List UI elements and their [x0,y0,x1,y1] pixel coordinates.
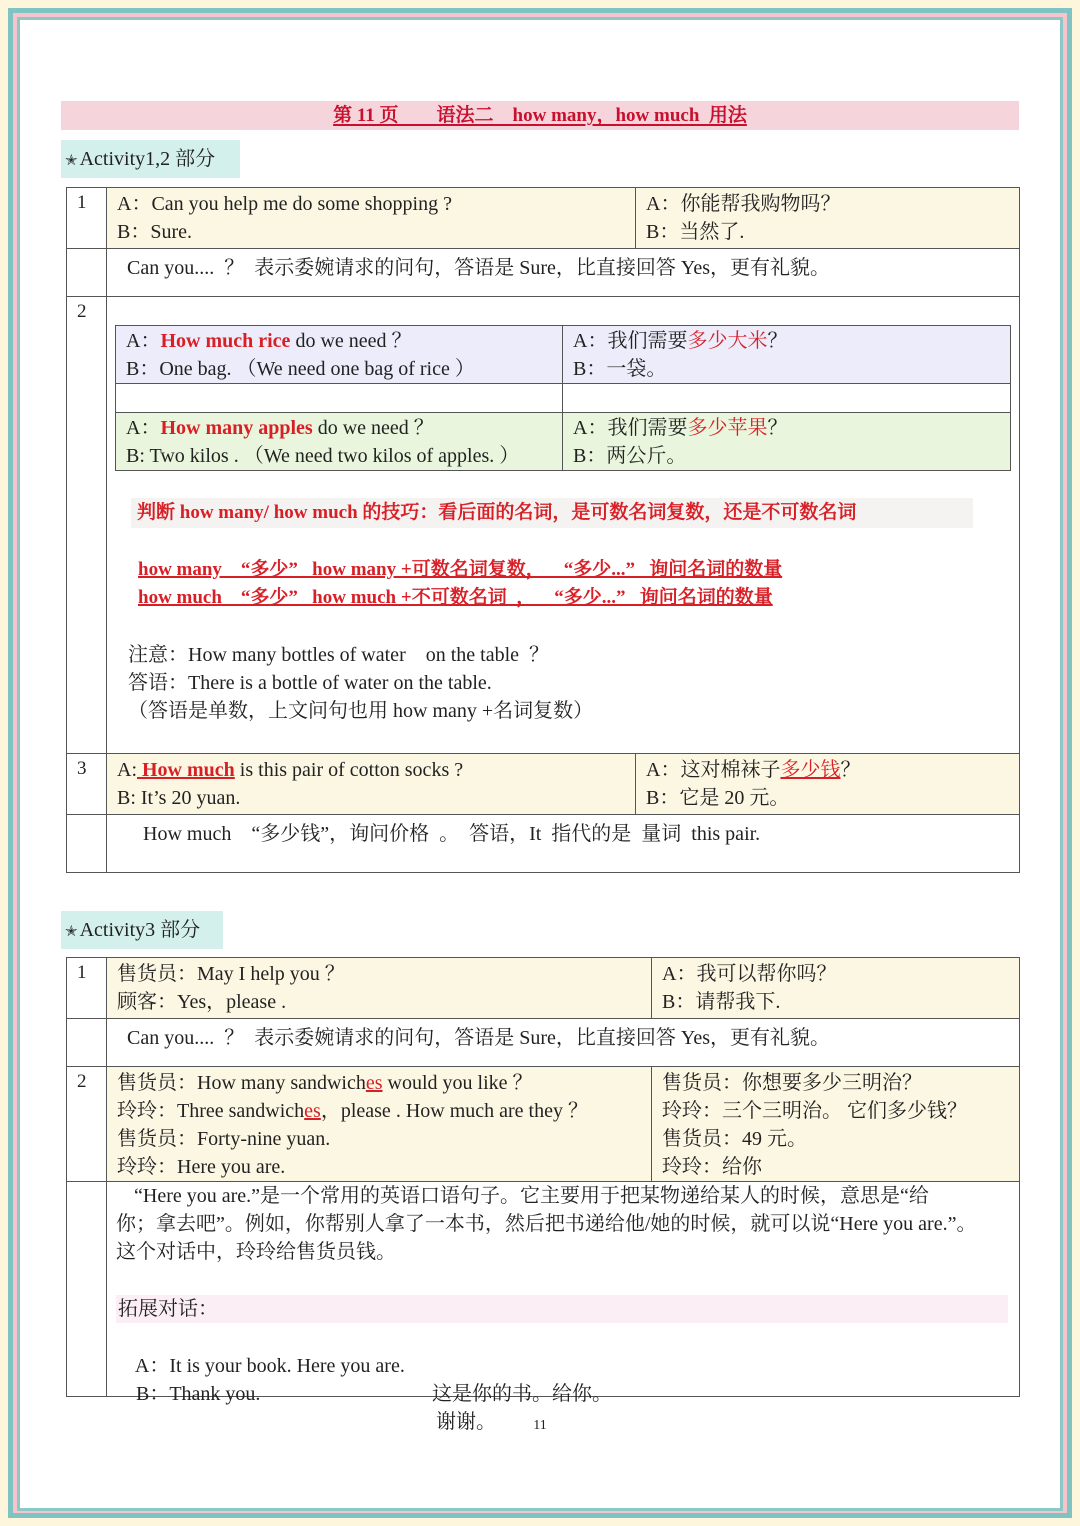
row-number: 2 [67,1067,107,1182]
extension-chinese: 这是你的书。给你。 [432,1383,612,1405]
dialogue-text: 售货员：How many sandwich [117,1072,366,1094]
dialogue-line [116,414,562,442]
dialogue-text: do we need ？ [290,330,412,352]
dialogue-line: B：它是 20 元。 [646,787,790,809]
table-row [67,188,1020,249]
extension-english: B：Thank you. [136,1383,261,1405]
dialogue-line [116,327,562,355]
keyword-highlight: 多少钱 [780,759,841,781]
dialogue-text: ，please . How much are they ？ [320,1100,588,1122]
empty-cell [563,384,1011,413]
row-number: 1 [67,188,107,249]
empty-cell [67,1182,107,1397]
english-dialogue [116,413,563,471]
dialogue-text: do we need ？ [312,417,434,439]
dialogue-line: B：两公斤。 [573,445,687,467]
dialogue-line: B：One bag. （We need one bag of rice ） [126,358,475,380]
dialogue-line: A：Can you help me do some shopping ? [117,193,452,215]
dialogue-text: A：我们需要 [573,417,688,439]
dialogue-line: B：请帮我下. [662,991,781,1013]
activity12-table [66,187,1020,873]
page-title: 第 11 页 语法二 how many，how much 用法 [333,105,747,126]
dialogue-line: 玲玲：给你 [662,1156,762,1178]
table-row [67,754,1020,815]
table-row [67,249,1020,297]
grammar-note: Can you.... ？ 表示委婉请求的问句，答语是 Sure，比直接回答 Yes，更有礼貌。 [107,1019,1020,1067]
speaker-label: A: [117,759,137,781]
speaker-label: A： [126,330,161,352]
page-title-bar [61,101,1019,130]
english-dialogue [116,326,563,384]
dialogue-line [563,327,1010,355]
english-dialogue [107,958,652,1019]
dialogue-line: 玲玲：三个三明治。 它们多少钱？ [662,1100,967,1122]
row-number: 3 [67,754,107,815]
explanation-line: 你；拿去吧”。例如，你帮别人拿了一本书，然后把书递给他/她的时候，就可以说“Here you are.”。 [116,1213,977,1235]
dialogue-text: would you like ？ [382,1072,533,1094]
dialogue-line [107,1097,651,1125]
empty-cell [67,1019,107,1067]
extension-chinese: 谢谢。 [436,1411,496,1433]
explanation-block [116,1182,1011,1266]
chinese-dialogue [563,413,1011,471]
dialogue-text: A：这对棉袜子 [646,759,781,781]
rule-how-much: how much “多少” how much +不可数名词 ， “多少...” 询问名词的数量 [138,587,773,608]
keyword-highlight: How much [137,759,235,781]
notice-line: 注意：How many bottles of water on the table ？ [128,644,550,666]
keyword-highlight: How much rice [160,330,291,352]
star-icon: ✭ [65,153,78,169]
table-row [116,384,1011,413]
notice-block [128,641,593,725]
section-activity3-header [61,911,223,949]
dialogue-line: B：一袋。 [573,358,667,380]
table-row [67,958,1020,1019]
dialogue-line: 顾客：Yes，please . [117,991,287,1013]
table-row [67,1067,1020,1182]
empty-cell [67,249,107,297]
page-number: 11 [533,1418,547,1433]
star-icon: ✭ [65,924,78,940]
notice-line: （答语是单数，上文问句也用 how many +名词复数） [128,700,594,722]
rule-how-many: how many “多少” how many +可数名词复数， “多少...” 询问名词的数量 [138,559,783,580]
chinese-dialogue [636,754,1020,815]
empty-cell [67,815,107,873]
examples-table [115,325,1011,471]
dialogue-line [636,756,1019,784]
rules-block [138,556,782,612]
dialogue-line [107,1069,651,1097]
speaker-label: A： [126,417,161,439]
chinese-dialogue [563,326,1011,384]
dialogue-line: B: Two kilos . （We need two kilos of apples. ） [126,445,520,467]
dialogue-text: is this pair of cotton socks ? [234,759,464,781]
table-row [116,413,1011,471]
row-number: 1 [67,958,107,1019]
section-activity12-title: Activity1,2 部分 [79,148,216,170]
dialogue-line [107,756,635,784]
english-dialogue [107,1067,652,1182]
dialogue-text: ？ [767,330,788,352]
explanation-line: 这个对话中，玲玲给售货员钱。 [116,1241,396,1263]
tip-box: 判断 how many/ how much 的技巧：看后面的名词，是可数名词复数，还是不可数名词 [131,498,973,528]
english-dialogue [107,754,636,815]
dialogue-line: 玲玲：Here you are. [117,1156,286,1178]
keyword-highlight: How many apples [160,417,313,439]
section-activity3-title: Activity3 部分 [79,919,201,941]
dialogue-line: B: It’s 20 yuan. [117,787,241,809]
explanation-line: “Here you are.”是一个常用的英语口语句子。它主要用于把某物递给某人的时候，意思是“给 [134,1185,929,1207]
grammar-note: Can you.... ？ 表示委婉请求的问句，答语是 Sure，比直接回答 Yes，更有礼貌。 [107,249,1020,297]
dialogue-line: A：我可以帮你吗？ [662,963,837,985]
extension-strip [116,1295,1008,1323]
extension-title: 拓展对话： [118,1298,218,1320]
dialogue-line: 售货员：May I help you ？ [117,963,345,985]
dialogue-line: 售货员：你想要多少三明治？ [662,1072,922,1094]
extension-english: A：It is your book. Here you are. [134,1355,405,1377]
plural-ending: es [365,1072,383,1094]
plural-ending: es [304,1100,321,1122]
chinese-dialogue [636,188,1020,249]
dialogue-line: 售货员：49 元。 [662,1128,807,1150]
dialogue-line: B：Sure. [117,221,192,243]
keyword-highlight: 多少大米 [687,330,768,352]
english-dialogue [107,188,636,249]
notice-line: 答语：There is a bottle of water on the table. [128,672,492,694]
dialogue-text: A：我们需要 [573,330,688,352]
dialogue-line [563,414,1010,442]
table-row [116,326,1011,384]
section-activity12-header [61,140,240,178]
row-number: 2 [67,297,107,754]
empty-cell [116,384,563,413]
chinese-dialogue [652,958,1020,1019]
dialogue-text: ？ [767,417,788,439]
grammar-note: How much “多少钱”，询问价格 。 答语，It 指代的是 量词 this pair. [107,815,1020,873]
dialogue-line: A：你能帮我购物吗？ [646,193,841,215]
keyword-highlight: 多少苹果 [687,417,768,439]
chinese-dialogue [652,1067,1020,1182]
dialogue-line: 售货员：Forty-nine yuan. [117,1128,331,1150]
dialogue-text: ？ [840,759,861,781]
table-row [67,815,1020,873]
table-row [67,1019,1020,1067]
dialogue-text: 玲玲：Three sandwich [117,1100,305,1122]
dialogue-line: B：当然了. [646,221,745,243]
